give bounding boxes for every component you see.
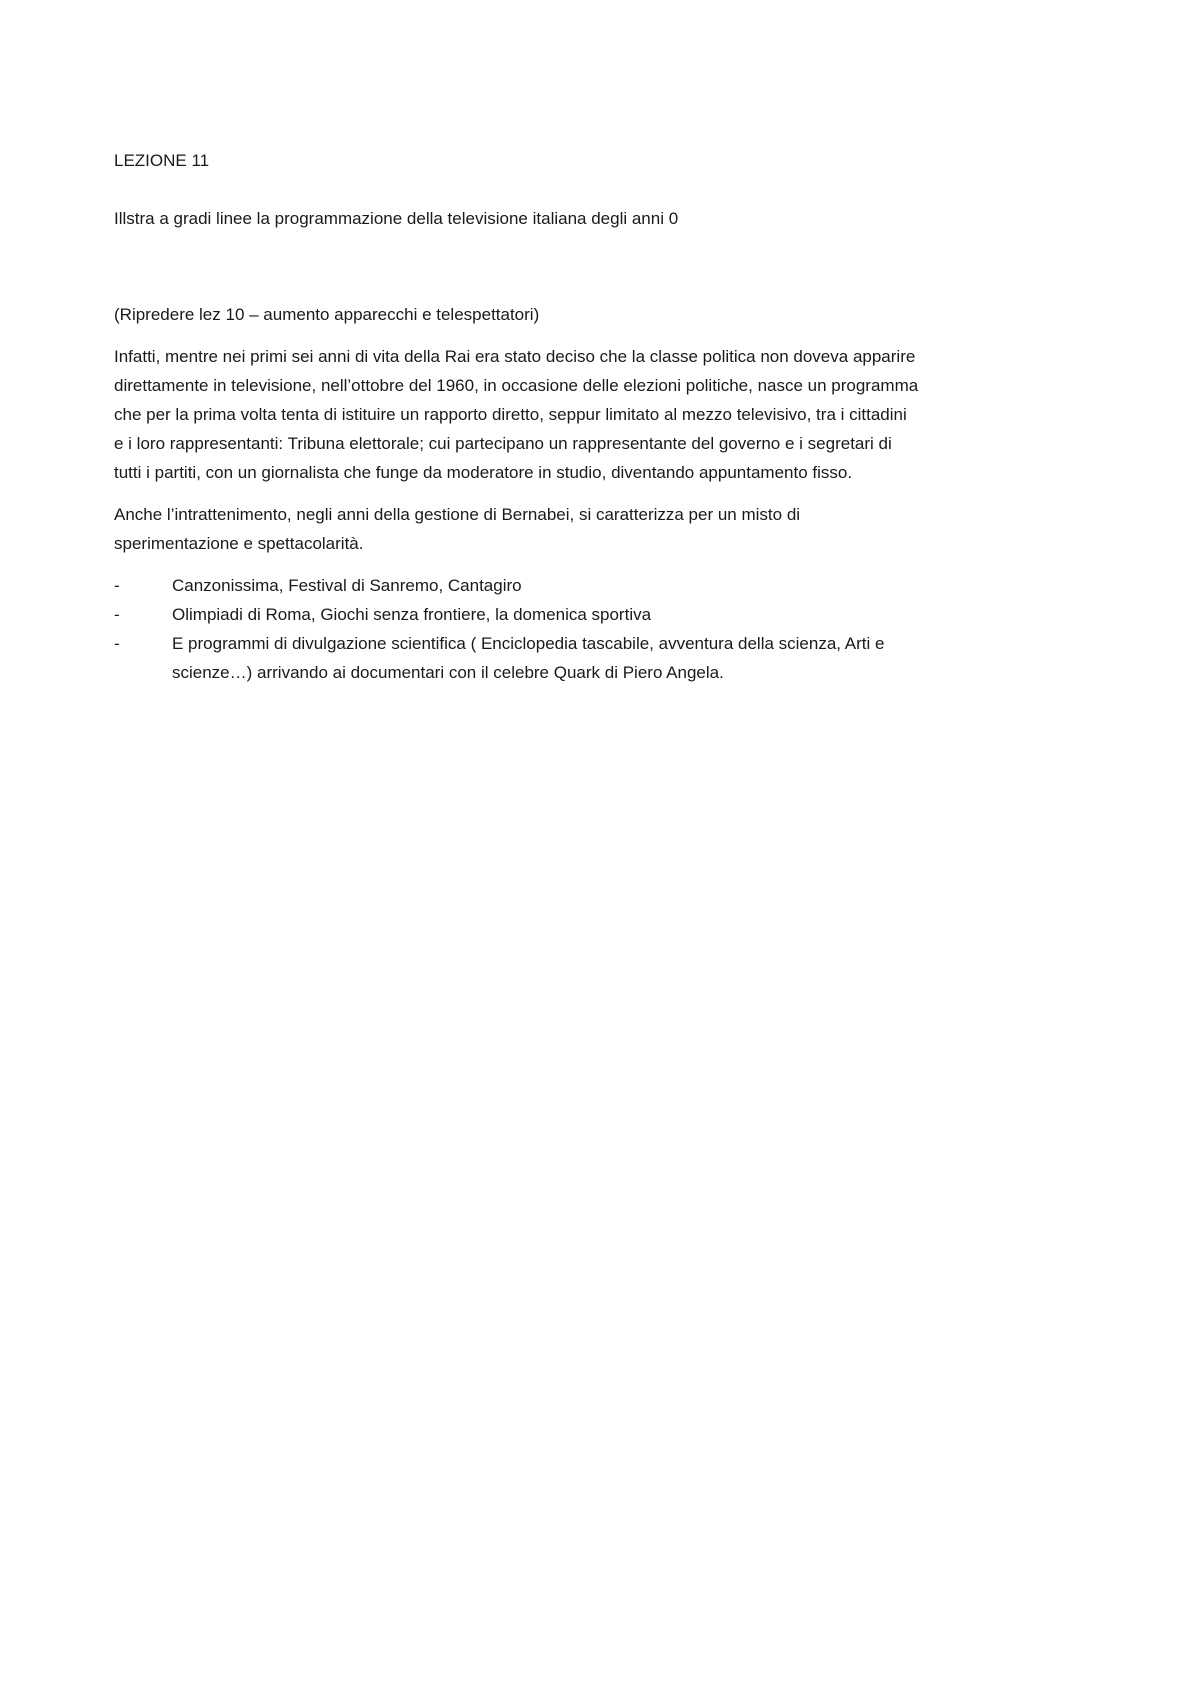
lesson-question: Illstra a gradi linee la programmazione della televisione italiana degli anni 0 [114,209,679,228]
paragraph-line: sperimentazione e spettacolarità. [114,534,364,553]
lesson-heading: LEZIONE 11 [114,151,210,170]
bullet-dash: - [114,634,120,653]
program-list [114,571,1096,687]
bullet-dash: - [114,576,120,595]
paragraph-line: Infatti, mentre nei primi sei anni di vita della Rai era stato deciso che la classe politica non doveva apparire [114,347,916,366]
paragraph-line: Anche l’intrattenimento, negli anni della gestione di Bernabei, si caratterizza per un misto di [114,505,801,524]
paragraph-intrattenimento [114,500,1096,558]
document-body [114,146,1096,687]
recap-note: (Ripredere lez 10 – aumento apparecchi e telespettatori) [114,305,540,324]
list-item-text: Olimpiadi di Roma, Giochi senza frontiere, la domenica sportiva [172,605,652,624]
list-item [114,571,1096,600]
list-item-text: Canzonissima, Festival di Sanremo, Cantagiro [172,576,522,595]
list-item [114,600,1096,629]
list-item [114,629,1096,687]
paragraph-line: e i loro rappresentanti: Tribuna elettorale; cui partecipano un rappresentante del governo e i segretari di [114,434,892,453]
bullet-dash: - [114,605,120,624]
paragraph-tribuna-elettorale [114,342,1096,487]
list-item-text: scienze…) arrivando ai documentari con il celebre Quark di Piero Angela. [172,663,724,682]
list-item-text: E programmi di divulgazione scientifica ( Enciclopedia tascabile, avventura della scienza, Arti e [172,634,885,653]
paragraph-line: direttamente in televisione, nell’ottobre del 1960, in occasione delle elezioni politiche, nasce un programma [114,376,919,395]
paragraph-line: che per la prima volta tenta di istituire un rapporto diretto, seppur limitato al mezzo televisivo, tra i cittadini [114,405,907,424]
paragraph-line: tutti i partiti, con un giornalista che funge da moderatore in studio, diventando appuntamento fisso. [114,463,853,482]
